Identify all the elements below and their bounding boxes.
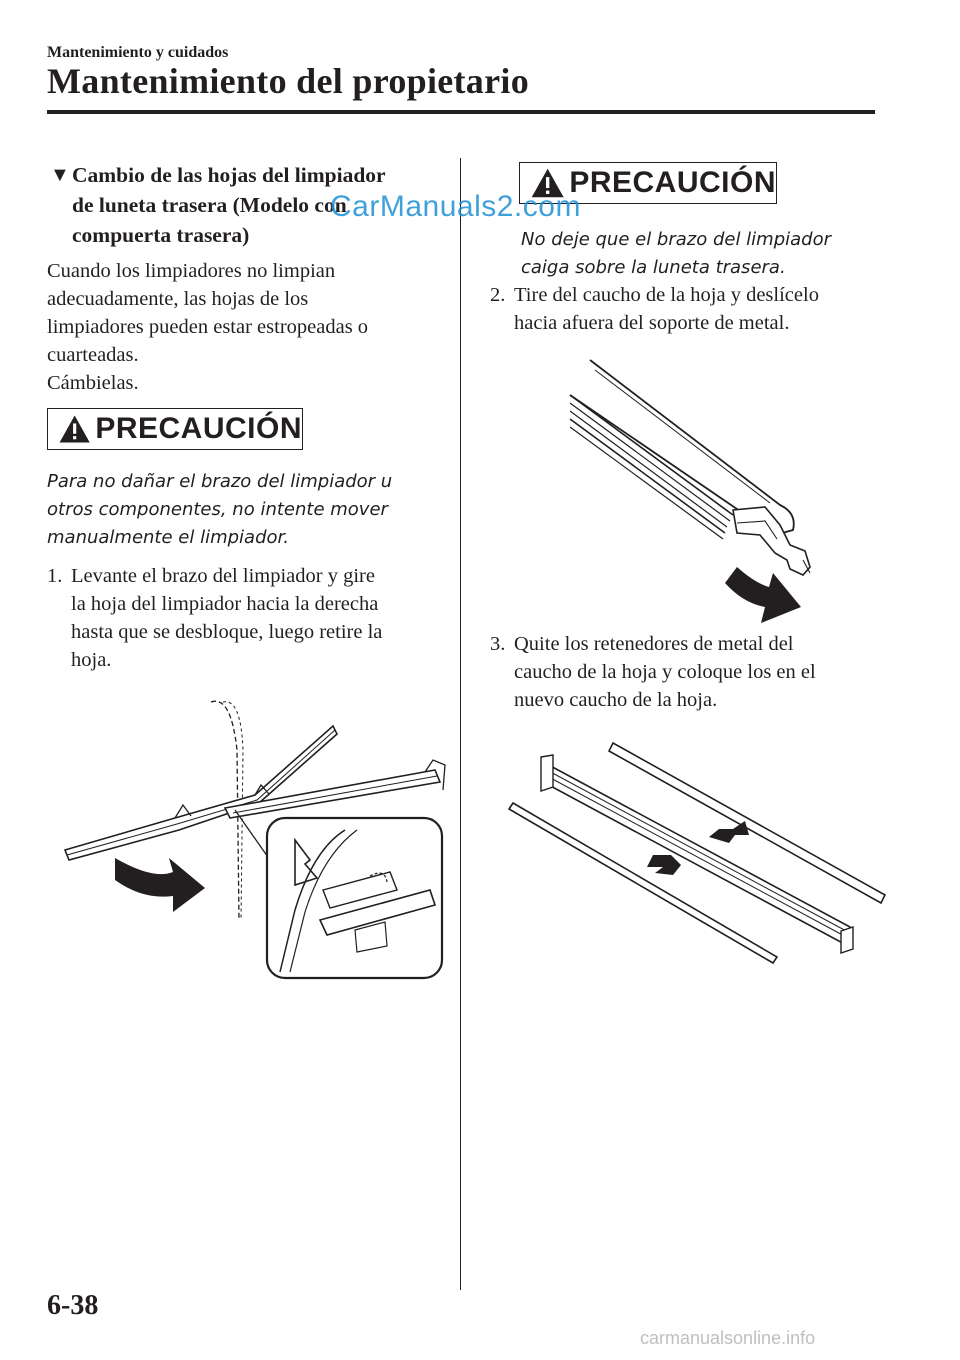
step-line: hasta que se desbloque, luego retire la bbox=[71, 621, 383, 643]
step-line: Quite los retenedores de metal del bbox=[514, 633, 794, 655]
step-2 bbox=[490, 281, 890, 337]
caution-line: Para no dañar el brazo del limpiador u bbox=[47, 471, 393, 492]
watermark: CarManuals2.com bbox=[330, 190, 581, 223]
site-watermark: carmanualsonline.info bbox=[640, 1328, 816, 1348]
heading-line: Cambio de las hojas del limpiador bbox=[72, 163, 386, 187]
intro-line: cuarteadas. bbox=[47, 344, 139, 366]
warning-icon bbox=[58, 409, 91, 449]
caution-text bbox=[47, 468, 447, 552]
step-3 bbox=[490, 630, 890, 714]
caution-label: PRECAUCIÓN bbox=[569, 166, 776, 199]
retainer-figure bbox=[505, 735, 890, 965]
section-label: Mantenimiento y cuidados bbox=[47, 44, 229, 61]
wiper-removal-figure bbox=[55, 690, 450, 985]
intro-paragraph bbox=[47, 257, 447, 397]
column-divider bbox=[460, 158, 461, 1290]
heading-line: de luneta trasera (Modelo con bbox=[72, 193, 347, 217]
caution-line: otros componentes, no intente mover bbox=[47, 499, 388, 520]
step-1 bbox=[47, 562, 447, 674]
caution-box bbox=[47, 408, 303, 450]
step-number: 1. bbox=[47, 565, 63, 587]
caution-line: manualmente el limpiador. bbox=[47, 527, 289, 548]
step-line: Tire del caucho de la hoja y deslícelo bbox=[514, 284, 819, 306]
step-line: nuevo caucho de la hoja. bbox=[514, 689, 718, 711]
step-line: hacia afuera del soporte de metal. bbox=[514, 312, 790, 334]
intro-line: Cámbielas. bbox=[47, 372, 139, 394]
title-rule bbox=[47, 110, 875, 114]
caution-line: No deje que el brazo del limpiador bbox=[521, 229, 832, 250]
rubber-pull-figure bbox=[565, 355, 815, 625]
caution-line: caiga sobre la luneta trasera. bbox=[521, 257, 786, 278]
step-number: 3. bbox=[490, 633, 506, 655]
step-number: 2. bbox=[490, 284, 506, 306]
page-title: Mantenimiento del propietario bbox=[47, 61, 529, 101]
intro-line: adecuadamente, las hojas de los bbox=[47, 288, 309, 310]
heading-marker-icon: ▼ bbox=[50, 164, 70, 186]
heading-line: compuerta trasera) bbox=[72, 223, 250, 247]
caution-text bbox=[521, 226, 901, 282]
step-line: hoja. bbox=[71, 649, 112, 671]
caution-label: PRECAUCIÓN bbox=[95, 412, 302, 445]
intro-line: Cuando los limpiadores no limpian bbox=[47, 260, 336, 282]
step-line: la hoja del limpiador hacia la derecha bbox=[71, 593, 379, 615]
step-line: Levante el brazo del limpiador y gire bbox=[71, 565, 375, 587]
page-number: 6-38 bbox=[47, 1290, 99, 1321]
intro-line: limpiadores pueden estar estropeadas o bbox=[47, 316, 369, 338]
step-line: caucho de la hoja y coloque los en el bbox=[514, 661, 816, 683]
